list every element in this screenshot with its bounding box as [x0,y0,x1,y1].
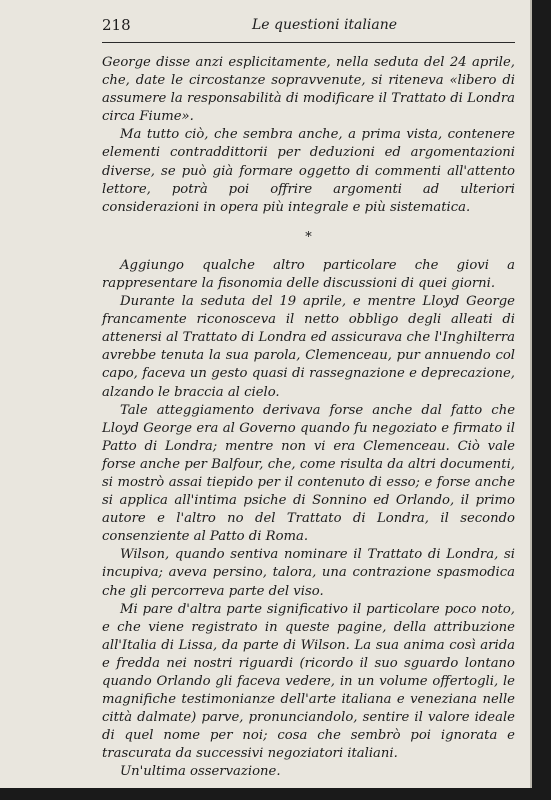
page-body [102,54,515,782]
running-title: Le questioni italiane [252,17,398,33]
paragraph: Un'ultima osservazione. [120,764,281,780]
paragraph: Tale atteggiamento derivava forse anche dal fatto che Lloyd George era al Governo quando fu negoziato e firmato il Patto di Londra; mentre non vi era Clemenceau. Ciò vale forse anche per Balfour, che, come risulta da altri documenti, si mostrò assai tiepido per il contenuto di esso; e forse anche si applica all'intima psiche di Sonnino ed Orlando, il primo autore e l'altro no del Trattato di Londra, il secondo consenziente al Patto di Roma. [102,402,515,545]
paragraph: Aggiungo qualche altro particolare che giovi a rappresentare la fisonomia delle discussioni di quei giorni. [102,257,515,291]
paragraph: Wilson, quando sentiva nominare il Trattato di Londra, si incupiva; aveva persino, talora, una contrazione spasmodica che gli percorreva parte del viso. [102,547,515,599]
section-separator: * [305,229,312,245]
paragraph: Mi pare d'altra parte significativo il particolare poco noto, e che viene registrato in queste pagine, della attribuzione all'Italia di Lissa, da parte di Wilson. La sua anima così arida e fredda nei nostri riguardi (ricordo il suo sguardo lontano quando Orlando gli faceva vedere, in un volume offertogli, le magnifiche testimonianze dell'arte italiana e veneziana nelle città dalmate) parve, pronunciandolo, sentire il valore ideale di quel nome per noi; cosa che sembrò poi ignorata e trascurata da successivi negoziatori italiani. [102,601,515,762]
page-number: 218 [102,16,131,34]
page-header [102,14,515,43]
paragraph: Ma tutto ciò, che sembra anche, a prima vista, contenere elementi contraddittorii per deduzioni ed argomentazioni diverse, se può già formare oggetto di commenti all'attento lettore, potrà poi offrire argomenti ad ulteriori considerazioni in opera più integrale e più sistematica. [102,127,515,215]
paragraph: Durante la seduta del 19 aprile, e mentre Lloyd George francamente riconosceva il netto obbligo degli alleati di attenersi al Trattato di Londra ed assicurava che l'Inghilterra avrebbe tenuta la sua parola, Clemenceau, pur annuendo col capo, faceva un gesto quasi di rassegnazione e deprecazione, alzando le braccia al cielo. [102,294,515,400]
paragraph-continued: George disse anzi esplicitamente, nella seduta del 24 aprile, che, date le circostanze sopravvenute, si riteneva «libero di assumere la responsabilità di modificare il Trattato di Londra circa Fiume». [102,55,515,125]
